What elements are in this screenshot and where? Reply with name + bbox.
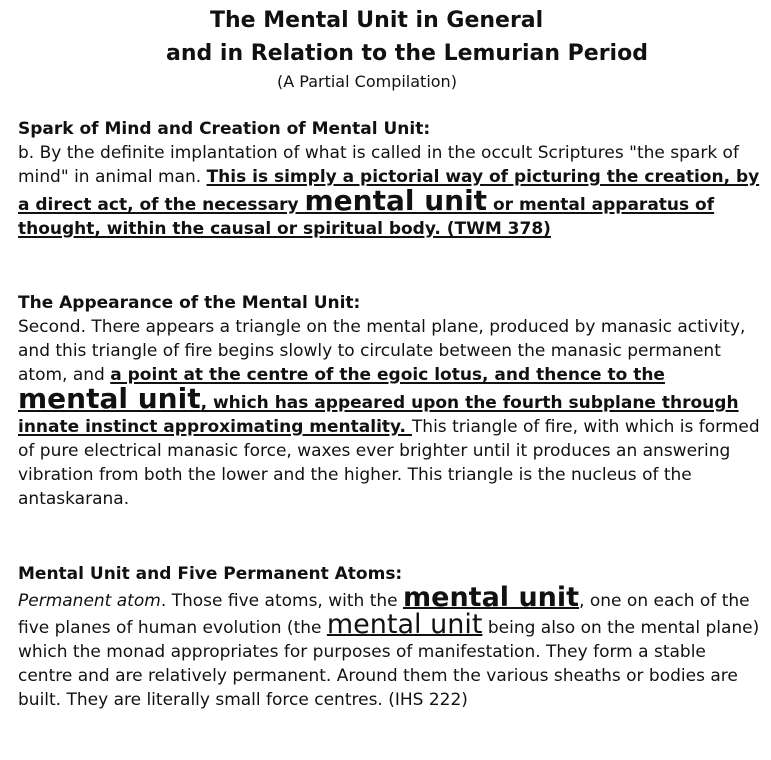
emphasized-term: mental unit: [304, 184, 488, 217]
section-heading: The Appearance of the Mental Unit:: [18, 293, 361, 313]
section-body: [18, 141, 760, 241]
section-spark-of-mind: [18, 117, 760, 241]
body-text: being also on the mental plane) which the monad appropriates for purposes of manifestation. They form a stable centre and are relatively permanent. Around them the various sheaths or bodies are built. They are literally small force centres. (IHS 222): [18, 618, 760, 710]
title-line-1: The Mental Unit in General: [210, 8, 544, 33]
body-text: This triangle of fire, with which is formed of pure electrical manasic force, waxes ever brighter until it produces an answering vibration from both the lower and the higher. This triangle is the nucleus of the antaskarana.: [18, 417, 760, 509]
emphasized-term: mental unit: [18, 382, 201, 415]
section-appearance: [18, 291, 760, 511]
body-text: . Those five atoms, with the: [160, 591, 404, 611]
section-heading: Spark of Mind and Creation of Mental Unit:: [18, 119, 431, 139]
body-text: Second. There appears a triangle on the mental plane, produced by manasic activity, and this triangle of fire begins slowly to circulate between the manasic permanent atom, and: [18, 317, 746, 385]
emphasized-term: mental unit: [326, 609, 483, 640]
section-body: [18, 315, 760, 511]
italic-term: Permanent atom: [18, 591, 161, 611]
body-text: , one on each of the five planes of human evolution (the: [18, 591, 750, 638]
section-heading: Mental Unit and Five Permanent Atoms:: [18, 564, 403, 584]
body-text: b. By the definite implantation of what is called in the occult Scriptures "the spark of mind" in animal man.: [18, 143, 739, 187]
title-line-2: and in Relation to the Lemurian Period: [166, 41, 648, 66]
underlined-text: a point at the centre of the egoic lotus, and thence to the: [110, 365, 665, 385]
section-body: [18, 582, 760, 712]
underlined-text: or mental apparatus of thought, within the causal or spiritual body. (TWM 378): [18, 195, 715, 239]
section-five-permanent-atoms: [18, 562, 760, 712]
underlined-text: , which has appeared upon the fourth subplane through innate instinct approximating mentality.: [18, 393, 739, 437]
underlined-text: This is simply a pictorial way of picturing the creation, by a direct act, of the necessary: [18, 167, 760, 215]
emphasized-term: mental unit: [403, 582, 580, 613]
subtitle: (A Partial Compilation): [277, 72, 457, 91]
